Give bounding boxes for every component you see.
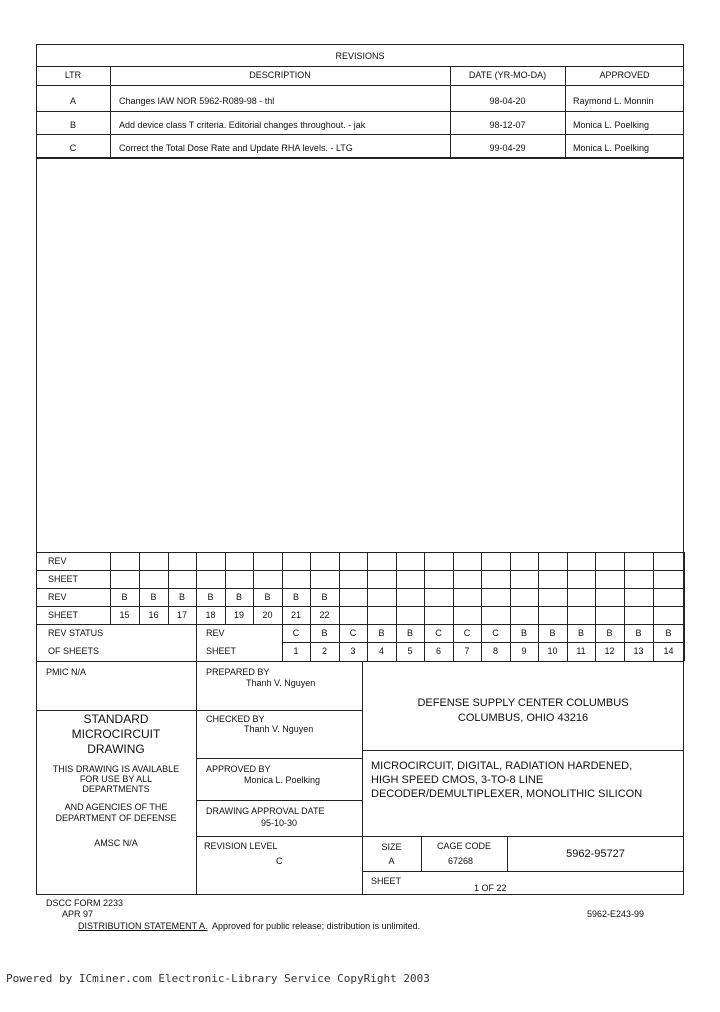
divider <box>196 661 197 895</box>
of-sheets-cell: 1 <box>293 646 299 656</box>
availability-text: FOR USE BY ALL <box>79 774 153 784</box>
grid-line <box>396 552 397 624</box>
powered-by-notice: Powered by ICminer.com Electronic-Library Service CopyRight 2003 <box>6 972 430 985</box>
of-sheets-cell: 6 <box>435 646 441 656</box>
drawing-title: HIGH SPEED CMOS, 3-TO-8 LINE <box>371 774 544 786</box>
row-label-rev-status: REV STATUS <box>48 628 104 638</box>
row-label-rev: REV <box>48 592 67 602</box>
revision-ltr: B <box>69 120 76 130</box>
agency-name: DEFENSE SUPPLY CENTER COLUMBUS <box>417 697 629 709</box>
rev-cell: B <box>321 592 328 602</box>
revision-description: Add device class T criteria. Editorial changes throughout. - jak <box>119 120 366 130</box>
standard-title: MICROCIRCUIT <box>71 727 161 741</box>
distribution-label: DISTRIBUTION STATEMENT A. <box>78 921 208 931</box>
revision-date: 99-04-29 <box>489 143 526 153</box>
pmic-label: PMIC N/A <box>46 667 87 677</box>
of-sheets-cell: 3 <box>350 646 356 656</box>
rev-status-cell: B <box>635 628 642 638</box>
divider <box>362 836 684 837</box>
of-sheets-cell: 12 <box>604 646 615 656</box>
rev-status-cell: C <box>492 628 499 638</box>
revisions-title: REVISIONS <box>335 51 385 61</box>
grid-line <box>36 624 684 625</box>
row-label-rev: REV <box>206 628 225 638</box>
rev-status-cell: B <box>577 628 584 638</box>
of-sheets-cell: 9 <box>521 646 527 656</box>
divider <box>196 710 362 711</box>
grid-line <box>510 552 511 624</box>
rev-status-cell: C <box>435 628 442 638</box>
rev-status-cell: B <box>520 628 527 638</box>
drawing-title: MICROCIRCUIT, DIGITAL, RADIATION HARDENED, <box>371 760 633 772</box>
divider <box>36 710 196 711</box>
revision-ltr: A <box>69 96 76 106</box>
size-value: A <box>388 856 395 866</box>
row-label-sheet: SHEET <box>206 646 237 656</box>
divider <box>362 871 684 872</box>
revision-date: 98-12-07 <box>489 120 526 130</box>
divider <box>36 134 684 135</box>
form-date: APR 97 <box>62 909 94 919</box>
grid-line <box>624 552 625 624</box>
grid-line <box>36 588 684 589</box>
rev-status-cell: C <box>349 628 357 638</box>
grid-line <box>567 552 568 624</box>
sheet-cell: 20 <box>262 610 273 620</box>
availability-text: THIS DRAWING IS AVAILABLE <box>52 764 180 774</box>
rev-status-cell: B <box>406 628 413 638</box>
form-number: DSCC FORM 2233 <box>46 898 124 908</box>
agencies-text: AND AGENCIES OF THE <box>64 802 168 812</box>
revision-approved: Monica L. Poelking <box>573 120 650 130</box>
sheet-cell: 18 <box>205 610 216 620</box>
header-approved: APPROVED <box>599 70 650 80</box>
sheet-cell: 16 <box>148 610 159 620</box>
grid-line <box>595 552 596 624</box>
availability-text: DEPARTMENTS <box>82 784 150 794</box>
revision-approved: Monica L. Poelking <box>573 143 650 153</box>
checked-by-name: Thanh V. Nguyen <box>244 724 314 734</box>
rev-cell: B <box>150 592 157 602</box>
drawing-number: 5962-95727 <box>566 848 625 860</box>
grid-line <box>196 624 197 661</box>
grid-line <box>453 552 454 624</box>
distribution-statement <box>78 921 420 932</box>
sheet-cell: 19 <box>233 610 244 620</box>
revision-approved: Raymond L. Monnin <box>573 96 654 106</box>
divider <box>362 750 684 751</box>
rev-cell: B <box>207 592 214 602</box>
size-label: SIZE <box>381 842 402 852</box>
approved-by-name: Monica L. Poelking <box>244 775 321 785</box>
revision-ltr: C <box>69 143 77 153</box>
rev-cell: B <box>264 592 271 602</box>
approval-date-label: DRAWING APPROVAL DATE <box>206 806 325 816</box>
rev-status-cell: B <box>378 628 385 638</box>
grid-line <box>481 552 482 624</box>
sheet-cell: 22 <box>319 610 330 620</box>
sheet-cell: 21 <box>290 610 301 620</box>
grid-line <box>367 552 368 624</box>
divider <box>196 800 362 801</box>
divider <box>196 836 362 837</box>
grid-line <box>36 570 684 571</box>
divider <box>36 85 684 86</box>
rev-cell: B <box>235 592 242 602</box>
revision-level-label: REVISION LEVEL <box>204 841 278 851</box>
divider <box>421 836 422 871</box>
grid-line <box>424 552 425 624</box>
of-sheets-cell: 4 <box>378 646 384 656</box>
divider <box>36 111 684 112</box>
grid-line <box>339 552 340 624</box>
revision-description: Changes IAW NOR 5962-R089-98 - thl <box>119 96 275 106</box>
row-label-sheet: SHEET <box>48 610 79 620</box>
rev-status-cell: B <box>606 628 613 638</box>
drawing-title: DECODER/DEMULTIPLEXER, MONOLITHIC SILICON <box>371 788 643 800</box>
row-label-sheet: SHEET <box>48 574 79 584</box>
approved-by-label: APPROVED BY <box>206 764 271 774</box>
rev-status-cell: B <box>321 628 328 638</box>
revision-description: Correct the Total Dose Rate and Update RHA levels. - LTG <box>119 143 353 153</box>
rev-status-cell: B <box>549 628 556 638</box>
rev-status-cell: C <box>292 628 300 638</box>
row-label-rev: REV <box>48 556 67 566</box>
of-sheets-cell: 7 <box>464 646 470 656</box>
sheet-cell: 17 <box>176 610 187 620</box>
agency-address: COLUMBUS, OHIO 43216 <box>457 712 589 724</box>
rev-cell: B <box>292 592 299 602</box>
amsc-label: AMSC N/A <box>94 838 138 848</box>
of-sheets-cell: 13 <box>633 646 644 656</box>
grid-line <box>653 552 654 624</box>
rev-cell: B <box>178 592 185 602</box>
standard-title: STANDARD <box>83 712 149 726</box>
distribution-text: Approved for public release; distribution is unlimited. <box>212 921 421 931</box>
prepared-by-name: Thanh V. Nguyen <box>246 678 316 688</box>
of-sheets-cell: 10 <box>547 646 558 656</box>
of-sheets-cell: 8 <box>492 646 498 656</box>
agencies-text: DEPARTMENT OF DEFENSE <box>55 813 177 823</box>
header-date: DATE (YR-MO-DA) <box>468 70 547 80</box>
standard-title: DRAWING <box>87 742 145 756</box>
divider <box>196 758 362 759</box>
revision-date: 98-04-20 <box>489 96 526 106</box>
row-label-of-sheets: OF SHEETS <box>48 646 100 656</box>
grid-line <box>684 624 685 661</box>
of-sheets-cell: 14 <box>663 646 674 656</box>
rev-status-cell: C <box>463 628 471 638</box>
header-ltr: LTR <box>64 70 82 80</box>
grid-line <box>684 552 685 624</box>
prepared-by-label: PREPARED BY <box>206 667 270 677</box>
sheet-cell: 15 <box>119 610 130 620</box>
of-sheets-cell: 2 <box>321 646 327 656</box>
grid-line <box>36 606 684 607</box>
revision-level: C <box>276 856 283 866</box>
rev-status-cell: B <box>665 628 672 638</box>
divider <box>36 66 684 67</box>
cage-code-value: 67268 <box>448 856 474 866</box>
header-description: DESCRIPTION <box>249 70 311 80</box>
checked-by-label: CHECKED BY <box>206 714 265 724</box>
of-sheets-cell: 11 <box>576 646 586 656</box>
of-sheets-cell: 5 <box>407 646 413 656</box>
sheet-value: 1 OF 22 <box>474 883 507 893</box>
grid-line <box>36 661 684 662</box>
rev-cell: B <box>121 592 128 602</box>
sheet-label: SHEET <box>371 876 402 886</box>
grid-line <box>36 552 684 553</box>
grid-line <box>538 552 539 624</box>
cage-code-label: CAGE CODE <box>437 841 492 851</box>
doc-code: 5962-E243-99 <box>587 909 645 919</box>
approval-date: 95-10-30 <box>261 818 298 828</box>
